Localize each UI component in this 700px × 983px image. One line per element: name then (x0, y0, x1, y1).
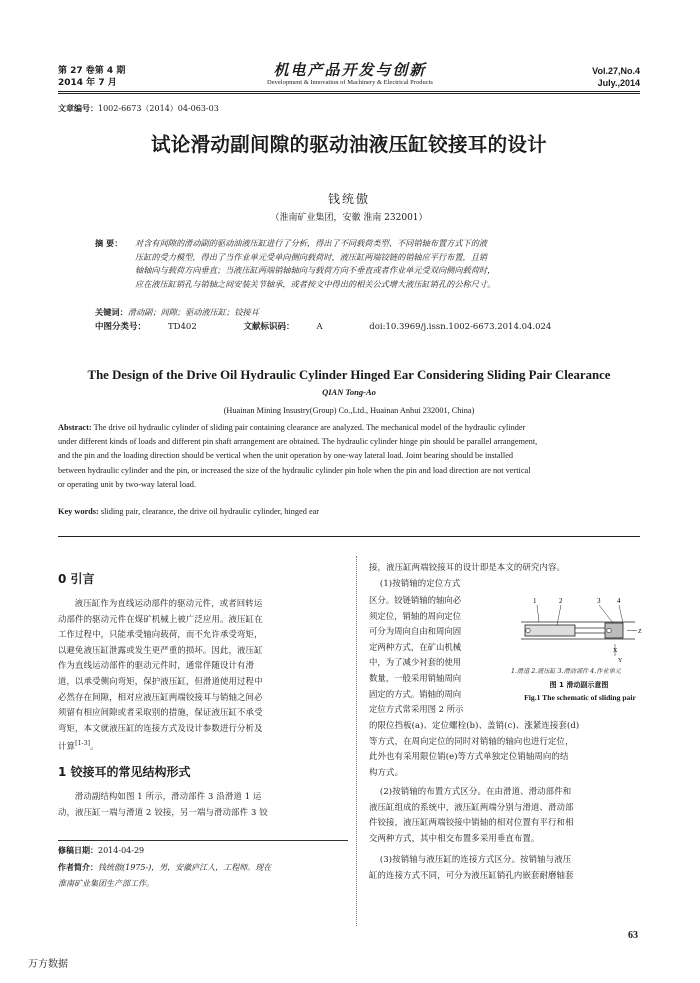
item1-line: 区分。铰链销轴的轴向必 (369, 595, 462, 605)
item1-rest-line: 此外也有采用限位销(e)等方式单独定位销轴周向的结 (369, 751, 569, 762)
english-abstract-line: or operating unit by two-way lateral load. (58, 479, 197, 489)
structure-line: 动，液压缸一端与滑道 2 铰接，另一端与滑动部件 3 铰 (58, 806, 268, 817)
intro-line: 必然存在间隙，相对应液压缸两端铰接耳与销轴之间必 (58, 691, 263, 702)
abstract-cn-line: 压缸的受力模型，得出了当作业单元受单向侧向载荷时，液压缸两端铰链的销轴应平行布置，且销 (135, 251, 488, 262)
structure-paragraph (58, 789, 348, 820)
item1-title: (1)按销轴的定位方式 (379, 578, 461, 588)
intro-line: 工作过程中，只能承受轴向载荷，而不允许承受弯矩， (58, 629, 263, 640)
clc-value: TD402 (168, 322, 197, 332)
volume-issue-en: Vol.27,No.4 (592, 66, 640, 76)
item1-rest-line: 的限位挡板(a)、定位螺栓(b)、盖销(c)、涨紧连接套(d) (369, 720, 580, 730)
english-title: The Design of the Drive Oil Hydraulic Cylinder Hinged Ear Considering Sliding Pair Clearance (87, 368, 611, 382)
item1-line: 定位方式常采用图 2 所示 (369, 704, 464, 715)
section-divider (58, 536, 640, 537)
classification-line (95, 320, 635, 334)
intro-line: 计算 (58, 741, 76, 752)
axis-y-label: Y (618, 658, 623, 664)
piston-rod (575, 628, 609, 633)
author-bio-line: 钱统傲(1975-)，男，安徽庐江人，工程师。现在 (98, 863, 272, 872)
article-number (58, 103, 219, 114)
keywords-cn-label: 关键词： (95, 307, 128, 317)
item3-paragraph (369, 852, 644, 883)
figure-caption-cn: 图 1 滑动副示意图 (549, 681, 609, 689)
item2-line: 交两种方式，其中相交布置多采用垂直布置。 (369, 832, 540, 843)
doi: doi:10.3969/j.issn.1002-6673.2014.04.024 (369, 322, 552, 332)
intro-line: 动部件的驱动元件在煤矿机械上被广泛应用。液压缸在 (58, 613, 263, 624)
abstract-cn-line: 应在液压缸销孔与销轴之间安装关节轴承，或者按文中得出的相关公式增大液压缸销孔的公称尺寸。 (135, 278, 496, 289)
item1-rest-line: 等方式，在周向定位的同时对销轴的轴向也进行定位， (369, 735, 574, 746)
item1-line: 须定位，销轴的周向定位 (369, 610, 462, 621)
intro-line: 须留有相应间隙或者采取别的措施，保证液压缸不承受 (58, 707, 263, 718)
figure-label-1: 1 (533, 597, 537, 605)
item2-line: 件铰接，液压缸两端铰接中销轴的相对位置有平行和相 (369, 817, 574, 828)
figure-legend: 1.滑道 2.液压缸 3.滑动部件 4.作业单元 (511, 668, 621, 675)
figure-label-3: 3 (597, 597, 601, 605)
intro-line: 液压缸作为直线运动部件的驱动元件，或者回转运 (74, 598, 263, 608)
figure-caption-en: Fig.1 The schematic of sliding pair (524, 693, 636, 702)
clc-label: 中图分类号： (95, 322, 147, 332)
hydraulic-cylinder (525, 625, 575, 636)
english-author: QIAN Tong-Ao (322, 387, 376, 397)
doc-code-label: 文献标识码： (243, 322, 295, 332)
doc-code-value: A (316, 322, 323, 332)
english-keywords-label: Key words: (58, 507, 99, 516)
issue-date-cn: 2014 年 7 月 (58, 78, 117, 88)
abstract-cn-line: 对含有间隙的滑动副的驱动油液压缸进行了分析，得出了不同载荷类型、不同销轴布置方式下的液 (135, 238, 488, 248)
section-heading-structure: 1 铰接耳的常见结构形式 (58, 765, 191, 779)
item2-line: 液压缸组成的系统中，液压缸两端分别与滑道、滑动部 (369, 801, 574, 812)
english-abstract-line: between hydraulic cylinder and the pin, or increased the size of the hydraulic cylinder pin hole when the pin and load direction are not vertical (58, 465, 531, 475)
footnote-received (58, 843, 348, 859)
section-heading-intro: 0 引言 (58, 572, 95, 586)
abstract-cn-label: 摘 要： (95, 238, 123, 248)
hinge-pin (526, 628, 530, 632)
item1-line: 数量，一般采用销轴周向 (369, 672, 462, 683)
keywords-cn-value: 滑动副；间隙；驱动液压缸；铰接耳 (127, 307, 259, 317)
item3-line: (3)按销轴与液压缸的连接方式区分。按销轴与液压 (379, 854, 572, 864)
page-number: 63 (628, 930, 638, 941)
intro-line: 作为直线运动部件的驱动元件时，通常伴随设计有滑 (58, 660, 255, 671)
axis-z-label: Z (638, 629, 642, 635)
english-keywords (58, 505, 644, 519)
abstract-cn (95, 237, 635, 291)
author-bio-line: 淮南矿业集团生产部工作。 (58, 879, 154, 888)
page-title: 试论滑动副间隙的驱动油液压缸铰接耳的设计 (150, 133, 547, 156)
author-bio-label: 作者简介： (58, 863, 98, 872)
leader-line (537, 605, 539, 622)
figure-label-2: 2 (559, 597, 563, 605)
item2-paragraph (369, 784, 644, 846)
item1-line: 可分为周向自由和周向固 (369, 626, 462, 637)
figure-sliding-pair (515, 592, 645, 674)
structure-line: 滑动副结构如图 1 所示，滑动部件 3 沿滑道 1 运 (74, 791, 262, 801)
item1-narrow-text (369, 593, 509, 718)
item1-rest-line: 构方式。 (369, 766, 404, 777)
citation-ref: [1-3] (75, 740, 91, 748)
volume-issue: 第 27 卷第 4 期 (58, 66, 126, 76)
leader-line (619, 605, 623, 623)
english-abstract-line: under different kinds of loads and different pin shaft arrangement are obtained. The hydraulic cylinder hinge pin should be parallel arrangement, (58, 437, 538, 447)
hinge-pin (607, 628, 611, 632)
figure-label-4: 4 (617, 597, 621, 605)
received-label: 修稿日期： (58, 846, 98, 855)
author-name: 钱统傲 (327, 192, 370, 206)
footnote-author (58, 860, 348, 892)
item1-line: 定两种方式，在矿山机械 (369, 641, 462, 652)
issue-date-en: July.,2014 (597, 78, 640, 88)
intro-line: 弯矩，本文就液压缸的连接方式及设计参数进行分析及 (58, 722, 263, 733)
english-abstract (58, 421, 644, 492)
author-affiliation: （淮南矿业集团，安徽 淮南 232001） (270, 213, 428, 223)
received-date: 2014-04-29 (98, 846, 145, 855)
item2-line: (2)按销轴的布置方式区分。在由滑道、滑动部件和 (379, 786, 572, 796)
journal-name-en: Development & Innovation of Machinery & Electrical Products (267, 79, 433, 86)
journal-volume-info-en (592, 65, 640, 89)
intro-line: 以避免液压缸泄露或发生更严重的损坏。因此，液压缸 (58, 644, 263, 655)
header-rule (58, 91, 640, 92)
leader-line (599, 605, 613, 623)
intro-paragraph (58, 596, 348, 755)
journal-volume-info (58, 65, 125, 89)
right-top-line: 接，液压缸两端铰接耳的设计即是本文的研究内容。 (369, 562, 566, 572)
english-abstract-label: Abstract: (58, 423, 92, 432)
header-rule-thin (58, 93, 640, 94)
watermark: 万方数据 (28, 959, 68, 970)
column-divider (356, 556, 357, 926)
item1-line: 中，为了减少衬套的使用 (369, 657, 462, 668)
journal-name (210, 62, 490, 87)
journal-name-cn: 机电产品开发与创新 (273, 61, 427, 79)
intro-line: 道，以承受侧向弯矩，保护液压缸，但滑道使用过程中 (58, 675, 263, 686)
article-number-label: 文章编号： (58, 103, 98, 113)
item3-line: 缸的连接方式不同，可分为液压缸销孔内嵌套耐磨轴套 (369, 869, 574, 880)
item1-continued (369, 718, 644, 780)
english-abstract-line: The drive oil hydraulic cylinder of sliding pair containing clearance are analyzed. The mechanical model of the hydraulic cylinder (93, 423, 526, 432)
footnote-rule (58, 840, 348, 841)
english-affiliation: (Huainan Mining Insustry(Group) Co.,Ltd., Huainan Anhui 232001, China) (223, 406, 475, 415)
english-abstract-line: and the pin and the loading direction should be vertical when the unit operation by one-way lateral load. Joint bearing should be installed (58, 451, 514, 461)
keywords-cn (95, 305, 635, 319)
intro-line-end: 。 (90, 741, 99, 752)
article-number-value: 1002-6673（2014）04-063-03 (98, 104, 219, 113)
abstract-cn-line: 轴轴向与载荷方向垂直；当液压缸两端销轴轴向与载荷方向不垂直或者作业单元受双向侧向载荷时， (135, 265, 496, 276)
axis-x-label: X (613, 648, 618, 654)
english-keywords-value: sliding pair, clearance, the drive oil hydraulic cylinder, hinged ear (100, 507, 320, 516)
item1-line: 固定的方式。销轴的周向 (369, 688, 462, 699)
